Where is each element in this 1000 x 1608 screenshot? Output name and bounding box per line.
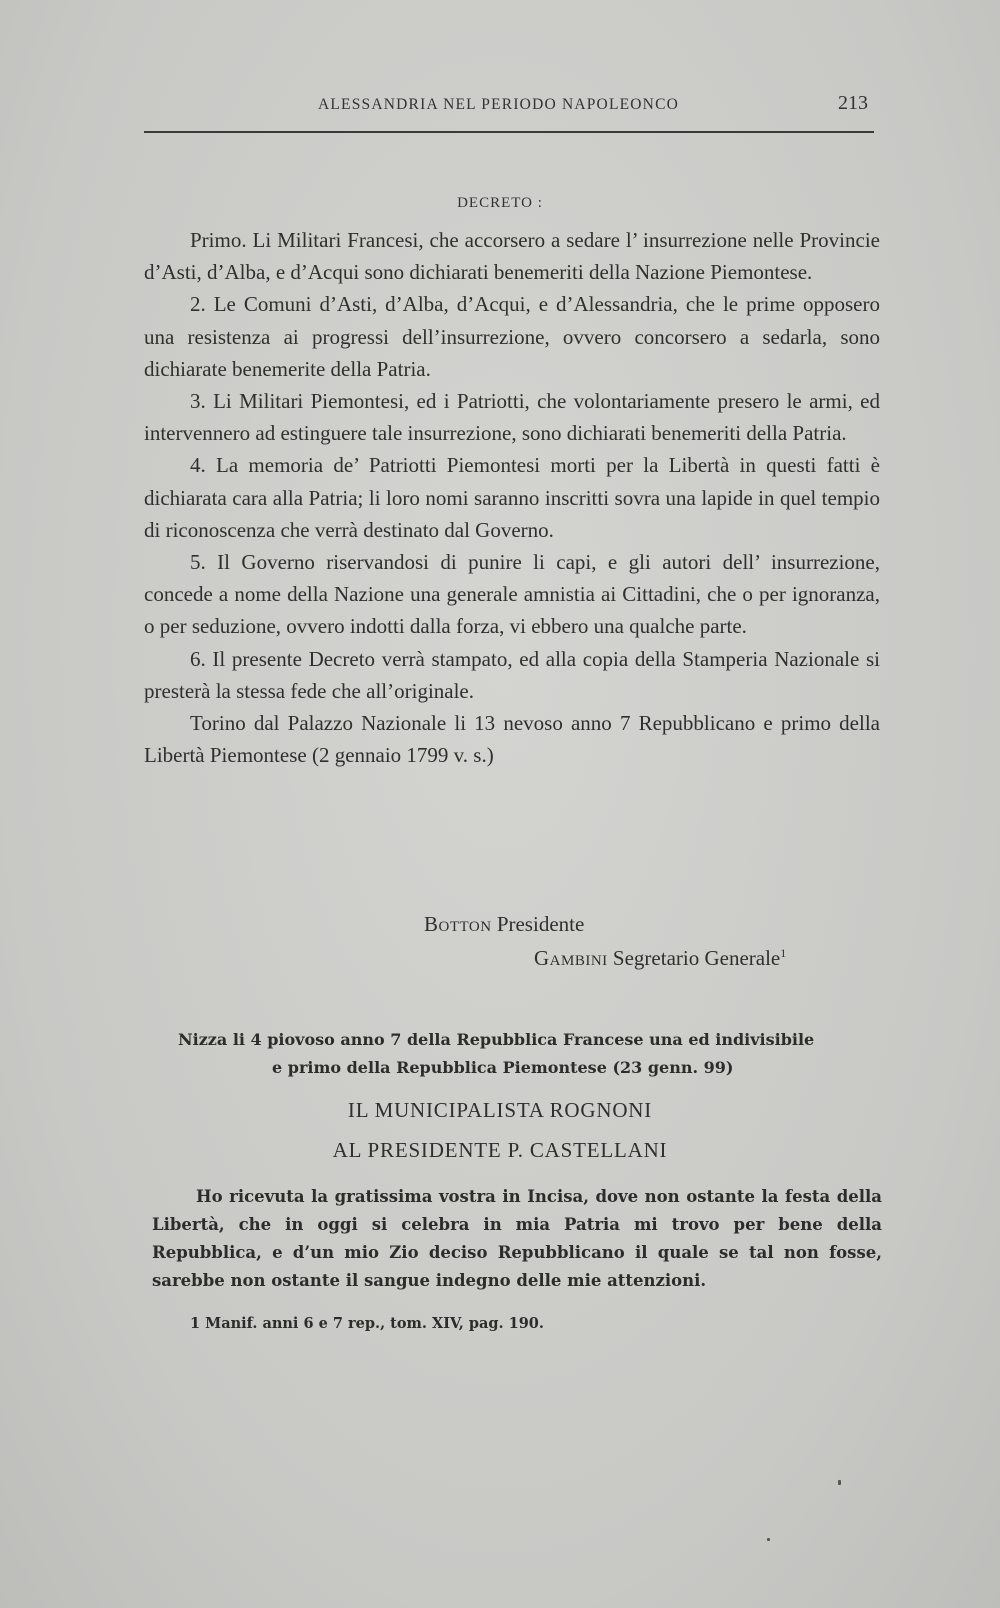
signature-president-title: Presidente	[496, 912, 585, 936]
decree-article-6: 6. Il presente Decreto verrà stampato, ed alla copia della Stamperia Nazionale si presterà la stessa fede che all’originale.	[144, 646, 880, 703]
letter-dateline-1: Nizza li 4 piovoso anno 7 della Repubblica Francese una ed indivisibile	[178, 1030, 815, 1049]
signature-president-name: Botton	[424, 912, 492, 936]
decree-article-5: 5. Il Governo riservandosi di punire li capi, e gli autori dell’ insurrezione, concede a nome della Nazione una generale amnistia ai Cittadini, che o per ignoranza, o per seduzione, ovvero indotti dalla forza, vi ebbero una qualche parte.	[144, 550, 880, 639]
letter-paragraph: Ho ricevuta la gratissima vostra in Incisa, dove non ostante la festa della Libertà, che in oggi si celebra in mia Patria mi trovo per bene della Repubblica, e d’un mio Zio deciso Repubblicano il quale se tal non fosse, sarebbe non ostante il sangue indegno delle mie attenzioni.	[152, 1187, 882, 1290]
paper-speck	[838, 1480, 841, 1485]
decree-article-2: 2. Le Comuni d’Asti, d’Alba, d’Acqui, e d’Alessandria, che le prime opposero una resistenza ai progressi dell’insurrezione, ovvero concorsero a sedarla, sono dichiarate benemerite della Patria.	[144, 292, 880, 381]
decree-dateline: Torino dal Palazzo Nazionale li 13 nevoso anno 7 Repubblicano e primo della Libertà Piemontese (2 gennaio 1799 v. s.)	[144, 711, 880, 768]
letter-title-sender: IL MUNICIPALISTA ROGNONI	[347, 1098, 653, 1122]
signature-secretary	[534, 946, 786, 971]
letter-title-recipient: AL PRESIDENTE P. CASTELLANI	[332, 1138, 668, 1162]
page-number: 213	[838, 92, 868, 114]
footnote: 1 Manif. anni 6 e 7 rep., tom. XIV, pag. 190.	[190, 1315, 544, 1332]
decree-article-3: 3. Li Militari Piemontesi, ed i Patriotti, che volontariamente presero le armi, ed intervennero ad estinguere tale insurrezione, sono dichiarati benemeriti della Patria.	[144, 389, 880, 446]
signature-president	[424, 912, 584, 937]
decree-body	[144, 224, 880, 771]
decree-article-primo: Primo. Li Militari Francesi, che accorsero a sedare l’ insurrezione nelle Provincie d’Asti, d’Alba, e d’Acqui sono dichiarati benemeriti della Nazione Piemontese.	[144, 228, 880, 285]
signature-secretary-name: Gambini	[534, 946, 608, 970]
letter-body	[152, 1183, 882, 1295]
running-head: ALESSANDRIA NEL PERIODO NAPOLEONCO	[318, 96, 679, 113]
header-rule	[144, 131, 874, 133]
decree-article-4: 4. La memoria de’ Patriotti Piemontesi morti per la Libertà in questi fatti è dichiarata cara alla Patria; li loro nomi saranno inscritti sovra una lapide in quel tempio di riconoscenza che verrà destinato dal Governo.	[144, 453, 880, 542]
decree-heading: DECRETO :	[457, 195, 543, 211]
paper-speck	[767, 1538, 770, 1541]
signature-secretary-title: Segretario Generale	[612, 946, 781, 970]
letter-dateline-2: e primo della Repubblica Piemontese (23 genn. 99)	[272, 1058, 734, 1077]
footnote-marker: 1	[780, 946, 787, 960]
